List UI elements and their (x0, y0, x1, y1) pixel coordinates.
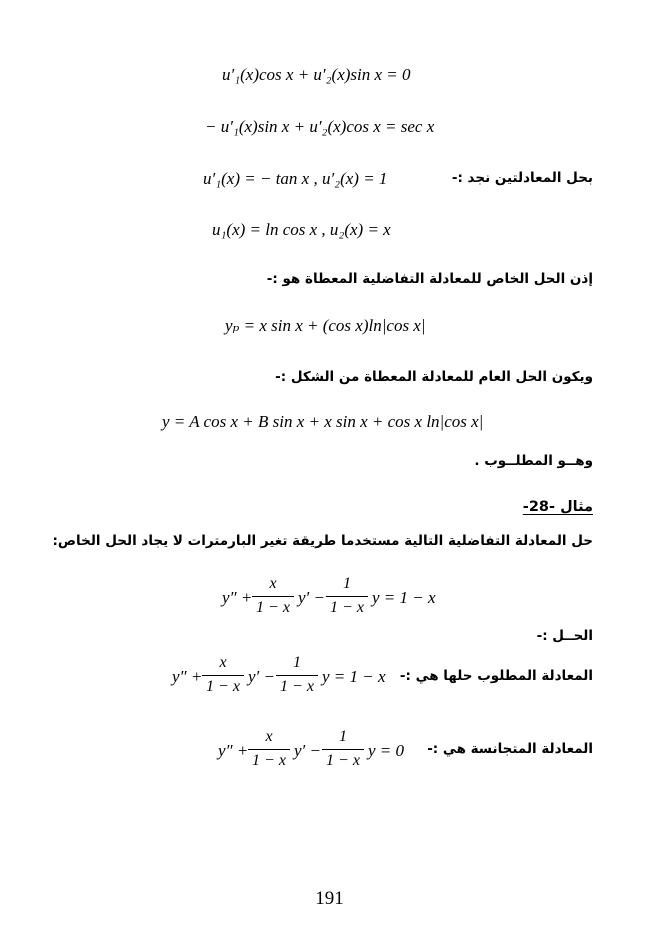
arabic-solving-text: بحل المعادلتين نجد :- (451, 170, 593, 186)
frac2-numerator: 1 (339, 728, 347, 745)
frac2-bar (276, 675, 318, 676)
frac2-bar (322, 749, 364, 750)
page-number: 191 (315, 888, 344, 909)
frac2-numerator: 1 (343, 575, 351, 592)
ode-homogeneous-equation (218, 729, 448, 775)
ode-problem-equation (222, 576, 452, 622)
equation-1: u′₁(x)cos x + u′₂(x)sin x = 0 (222, 65, 411, 84)
frac2-bar (326, 596, 368, 597)
problem-statement: حل المعادلة التفاضلية التالية مستخدما طريقة تغير البارمترات لا يجاد الحل الخاص: (52, 533, 593, 549)
frac2-denominator: 1 − x (330, 599, 364, 616)
frac1-bar (248, 749, 290, 750)
equation-3: u′₁(x) = − tan x , u′₂(x) = 1 (203, 169, 388, 188)
ode-rhs: y = 1 − x (322, 667, 386, 686)
ode-required-equation (172, 655, 402, 701)
frac1-denominator: 1 − x (252, 752, 286, 769)
arabic-particular-solution-text: إذن الحل الخاص للمعادلة التفاضلية المعطاة هو :- (266, 271, 593, 287)
frac1-numerator: x (265, 728, 273, 745)
frac1-denominator: 1 − x (206, 678, 240, 695)
frac1-numerator: x (219, 654, 227, 671)
ode-term-y-double-prime: y″ + (222, 588, 253, 607)
equation-4: u₁(x) = ln cos x , u₂(x) = x (212, 220, 391, 239)
equation-2: − u′₁(x)sin x + u′₂(x)cos x = sec x (205, 117, 435, 136)
frac1-denominator: 1 − x (256, 599, 290, 616)
ode-rhs-zero: y = 0 (368, 741, 405, 760)
solution-label: الحــل :- (536, 628, 593, 644)
ode-rhs: y = 1 − x (372, 588, 436, 607)
example-heading: مثال -28- (522, 499, 593, 515)
homogeneous-equation-label: المعادلة المتجانسة هي :- (427, 741, 593, 757)
frac1-bar (202, 675, 244, 676)
frac2-numerator: 1 (293, 654, 301, 671)
arabic-general-solution-text: ويكون الحل العام للمعادلة المعطاة من الشكل :- (275, 369, 593, 385)
required-equation-label: المعادلة المطلوب حلها هي :- (399, 668, 593, 684)
arabic-required-text: وهــو المطلــوب . (474, 453, 593, 469)
frac1-numerator: x (269, 575, 277, 592)
ode-term-y-prime: y′ − (298, 588, 325, 607)
frac2-denominator: 1 − x (280, 678, 314, 695)
ode-term-y-prime: y′ − (248, 667, 275, 686)
ode-term-y-prime: y′ − (294, 741, 321, 760)
frac2-denominator: 1 − x (326, 752, 360, 769)
equation-particular-solution: yₚ = x sin x + (cos x)ln|cos x| (225, 316, 426, 335)
frac1-bar (252, 596, 294, 597)
ode-term-y-double-prime: y″ + (218, 741, 249, 760)
equation-general-solution: y = A cos x + B sin x + x sin x + cos x ln|cos x| (162, 412, 484, 431)
ode-term-y-double-prime: y″ + (172, 667, 203, 686)
